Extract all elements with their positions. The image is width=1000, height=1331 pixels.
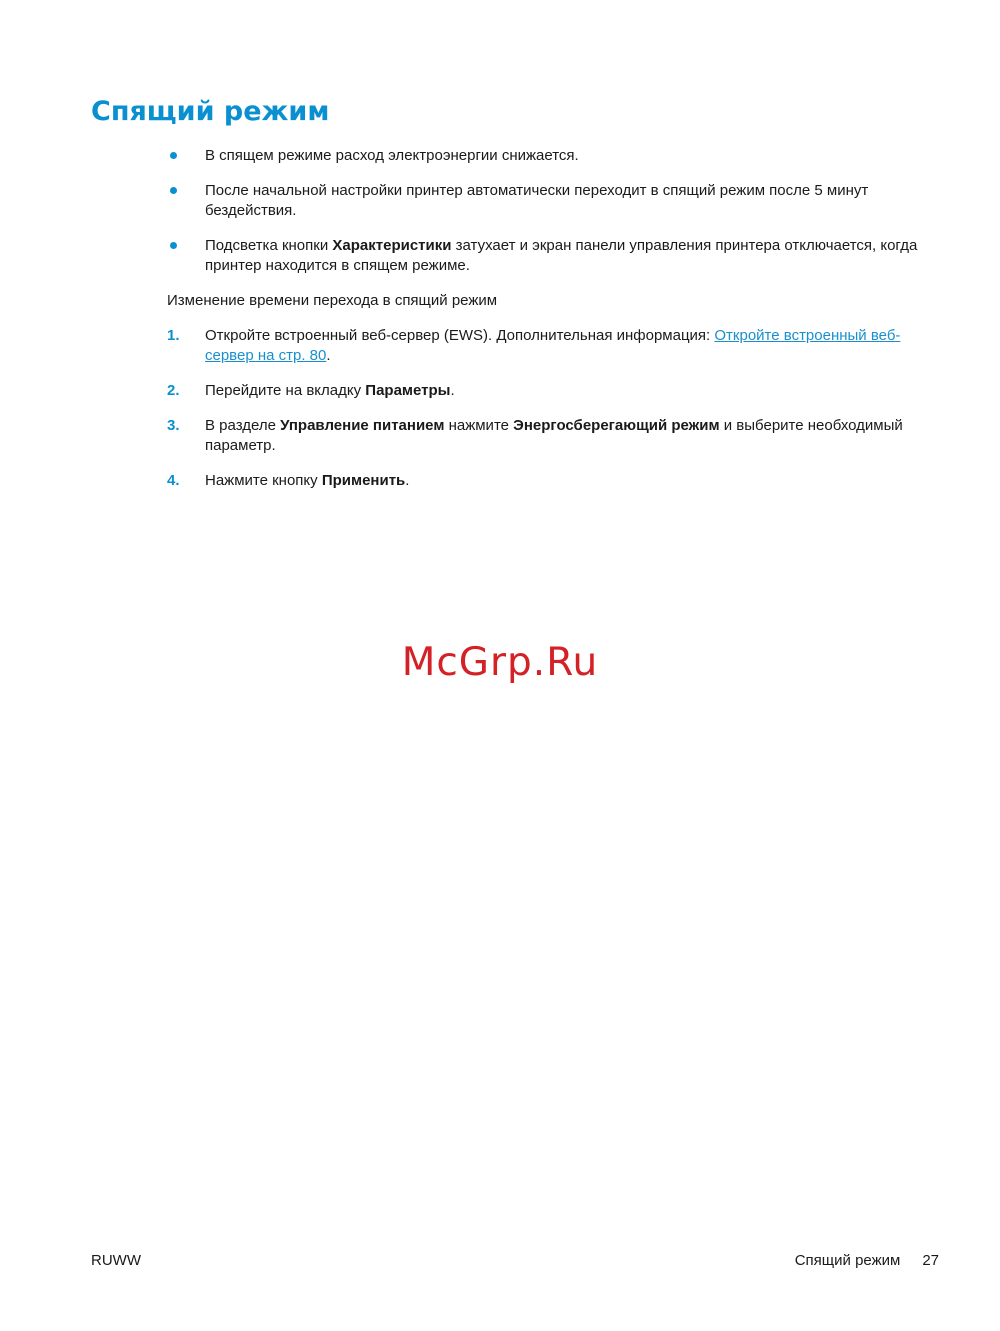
- bullet-icon: [170, 242, 177, 249]
- step-bold-term: Параметры: [365, 382, 451, 399]
- bullet-list: [167, 146, 937, 276]
- page-title: Спящий режим: [91, 96, 330, 127]
- step-number: 4.: [167, 472, 180, 489]
- step-bold-term: Управление питанием: [280, 417, 445, 434]
- step-item: [167, 416, 937, 456]
- step-text-post: .: [450, 382, 455, 399]
- footer-section-title: Спящий режим: [794, 1252, 901, 1269]
- page-number: 27: [922, 1252, 939, 1269]
- footer-left-label: RUWW: [91, 1252, 141, 1269]
- step-text-post: и выберите необходимый параметр.: [205, 417, 903, 454]
- ews-link[interactable]: Откройте встроенный веб-сервер на стр. 80: [205, 327, 901, 364]
- content: [167, 146, 937, 506]
- step-text-mid: нажмите: [444, 417, 514, 434]
- step-bold-term: Применить: [321, 472, 406, 489]
- step-item: [167, 326, 937, 366]
- footer-right: [795, 1252, 939, 1269]
- bullet-text: После начальной настройки принтер автоматически переходит в спящий режим после 5 минут бездействия.: [205, 182, 869, 219]
- step-text-pre: В разделе: [205, 417, 281, 434]
- step-number: 1.: [167, 327, 180, 344]
- step-text-pre: Перейдите на вкладку: [205, 382, 366, 399]
- bullet-text-pre: Подсветка кнопки: [205, 237, 333, 254]
- step-text-post: .: [405, 472, 410, 489]
- list-item: [167, 236, 937, 276]
- bullet-text-post: затухает и экран панели управления принтера отключается, когда принтер находится в спящем режиме.: [205, 237, 918, 274]
- list-item: [167, 146, 937, 166]
- step-item: [167, 381, 937, 401]
- step-number: 2.: [167, 382, 180, 399]
- bullet-bold-term: Характеристики: [332, 237, 452, 254]
- bullet-icon: [170, 187, 177, 194]
- bullet-text: В спящем режиме расход электроэнергии снижается.: [205, 147, 579, 164]
- step-text-pre: Откройте встроенный веб-сервер (EWS). Дополнительная информация:: [205, 327, 715, 344]
- step-text-pre: Нажмите кнопку: [205, 472, 322, 489]
- watermark: McGrp.Ru: [401, 640, 599, 685]
- list-item: [167, 181, 937, 221]
- step-number: 3.: [167, 417, 180, 434]
- steps-list: [167, 326, 937, 491]
- step-item: [167, 471, 937, 491]
- step-text-post: .: [326, 347, 331, 364]
- procedure-intro: Изменение времени перехода в спящий режим: [167, 292, 498, 309]
- step-bold-term-2: Энергосберегающий режим: [513, 417, 720, 434]
- bullet-icon: [170, 152, 177, 159]
